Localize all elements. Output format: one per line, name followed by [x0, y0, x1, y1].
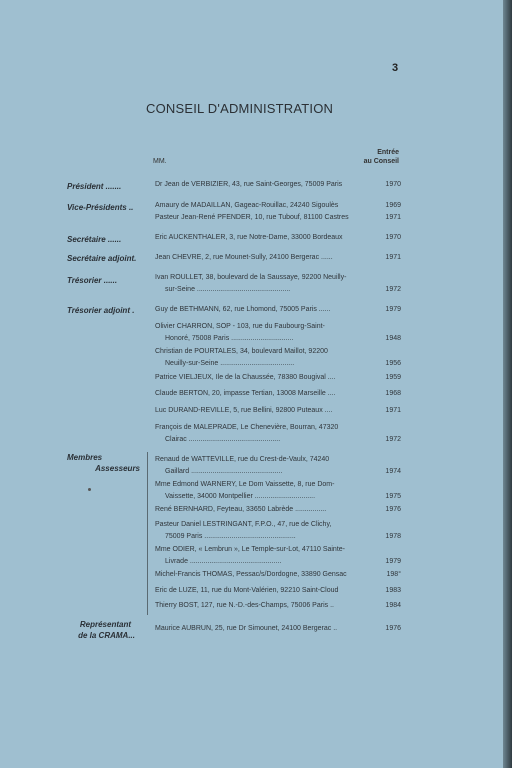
member-entry-text: Mme ODIER, « Lembrun », Le Temple-sur-Lot, 47110 Sainte-	[155, 546, 345, 553]
member-entry-line	[155, 272, 401, 284]
member-entry-line	[155, 405, 401, 417]
entry-year: 1975	[383, 491, 401, 503]
entry-year: 1972	[383, 284, 401, 296]
column-header-entree	[330, 148, 399, 166]
member-entry-line	[155, 623, 401, 635]
member-entry-text: Thierry BOST, 127, rue N.-D.-des-Champs, 75006 Paris ..	[155, 602, 334, 609]
member-entry-line	[155, 504, 401, 516]
entry-year: 1971	[383, 252, 401, 264]
member-entry-line	[155, 388, 401, 400]
member-entry-text: Claude BERTON, 20, impasse Tertian, 13008 Marseille ....	[155, 390, 336, 397]
member-entry	[155, 519, 401, 543]
member-entry-line	[155, 284, 401, 296]
member-entry	[155, 232, 401, 244]
entry-year: 1959	[383, 372, 401, 384]
member-entry-text: sur-Seine ................................................	[165, 286, 291, 293]
member-entry-text: Christian de POURTALES, 34, boulevard Maillot, 92200	[155, 348, 328, 355]
member-entry-text: 75009 Paris ...............................................	[165, 533, 296, 540]
entry-year: 1971	[383, 212, 401, 224]
entry-year: 1970	[383, 179, 401, 191]
role-representant: Représentant	[79, 620, 131, 629]
member-entry	[155, 346, 401, 370]
member-entry-line	[155, 304, 401, 316]
member-entry-line	[155, 479, 401, 491]
member-entry-text: Eric de LUZE, 11, rue du Mont-Valérien, 92210 Saint-Cloud	[155, 587, 339, 594]
entry-year: 1956	[383, 358, 401, 370]
role-crama: de la CRAMA...	[78, 631, 135, 640]
member-entry	[155, 388, 401, 400]
member-entry-text: Renaud de WATTEVILLE, rue du Crest-de-Vaulx, 74240	[155, 456, 330, 463]
entry-year: 1976	[383, 504, 401, 516]
column-header-mm: MM.	[153, 158, 167, 165]
member-entry-text: Patrice VIELJEUX, Ile de la Chaussée, 78380 Bougival ....	[155, 374, 336, 381]
member-entry-text: Livrade ...............................................	[165, 558, 282, 565]
role-secretaire-adjoint: Secrétaire adjoint.	[67, 254, 137, 263]
member-entry-text: Eric AUCKENTHALER, 3, rue Notre-Dame, 33000 Bordeaux	[155, 234, 343, 241]
member-entry	[155, 372, 401, 384]
entry-year: 1979	[383, 556, 401, 568]
member-entry	[155, 321, 401, 345]
member-entry-text: Maurice AUBRUN, 25, rue Dr Simounet, 24100 Bergerac ..	[155, 625, 338, 632]
member-entry-text: Vaissette, 34000 Montpellier ...............................	[165, 493, 316, 500]
member-entry-text: Guy de BETHMANN, 62, rue Lhomond, 75005 Paris ......	[155, 306, 331, 313]
role-president: Président .......	[67, 182, 122, 191]
member-entry-text: François de MALEPRADE, Le Chenevière, Bourran, 47320	[155, 424, 339, 431]
entry-year: 1979	[383, 304, 401, 316]
member-entry-text: Dr Jean de VERBIZIER, 43, rue Saint-Georges, 75009 Paris	[155, 181, 343, 188]
member-entry	[155, 544, 401, 568]
entry-year: 1978	[383, 531, 401, 543]
member-entry	[155, 454, 401, 478]
member-entry-line	[155, 454, 401, 466]
member-entry-line	[155, 346, 401, 358]
member-entry-text: Honoré, 75008 Paris ................................	[165, 335, 294, 342]
member-entry-line	[155, 600, 401, 612]
member-entry-line	[155, 252, 401, 264]
page-number: 3	[392, 62, 399, 74]
bracket-line	[147, 452, 148, 615]
entry-year: 1971	[383, 405, 401, 417]
member-entry	[155, 179, 401, 191]
member-entry	[155, 569, 401, 581]
member-entry-line	[155, 333, 401, 345]
member-entry-line	[155, 491, 401, 503]
column-header-entree-line1: Entrée	[377, 149, 399, 156]
member-entry	[155, 422, 401, 446]
member-entry-text: Gaillard ...............................................	[165, 468, 283, 475]
member-entry-text: Luc DURAND-REVILLE, 5, rue Bellini, 92800 Puteaux ....	[155, 407, 333, 414]
role-membres: Membres	[67, 453, 103, 462]
page-edge	[503, 0, 512, 768]
entry-year: 1976	[383, 623, 401, 635]
member-entry-line	[155, 321, 401, 333]
member-entry-line	[155, 358, 401, 370]
member-entry-text: Amaury de MADAILLAN, Gageac-Rouillac, 24240 Sigoulès	[155, 202, 339, 209]
member-entry-line	[155, 422, 401, 434]
member-entry-text: Jean CHEVRE, 2, rue Mounet-Sully, 24100 Bergerac ......	[155, 254, 333, 261]
member-entry-line	[155, 531, 401, 543]
member-entry-text: Ivan ROULLET, 38, boulevard de la Saussaye, 92200 Neuilly-	[155, 274, 347, 281]
member-entry	[155, 200, 401, 212]
member-entry-line	[155, 466, 401, 478]
member-entry	[155, 304, 401, 316]
entry-year: 1974	[383, 466, 401, 478]
role-vice-presidents: Vice-Présidents ..	[67, 203, 134, 212]
member-entry-line	[155, 544, 401, 556]
member-entry-line	[155, 372, 401, 384]
member-entry	[155, 272, 401, 296]
member-entry-line	[155, 556, 401, 568]
role-assesseurs: Assesseurs	[95, 464, 140, 473]
paper-speck	[88, 488, 91, 491]
member-entry-line	[155, 179, 401, 191]
member-entry	[155, 600, 401, 612]
member-entry	[155, 585, 401, 597]
member-entry-text: Clairac ...............................................	[165, 436, 281, 443]
member-entry-text: René BERNHARD, Feyteau, 33650 Labrède ................	[155, 506, 327, 513]
member-entry-line	[155, 519, 401, 531]
page-title: CONSEIL D'ADMINISTRATION	[146, 101, 334, 116]
member-entry-text: Michel-Francis THOMAS, Pessac/s/Dordogne, 33890 Gensac	[155, 571, 347, 578]
member-entry-line	[155, 200, 401, 212]
member-entry	[155, 212, 401, 224]
column-header-entree-line2: au Conseil	[363, 158, 399, 165]
entry-year: 1948	[383, 333, 401, 345]
member-entry-line	[155, 434, 401, 446]
entry-year: 1968	[383, 388, 401, 400]
member-entry-line	[155, 232, 401, 244]
member-entry-text: Olivier CHARRON, SOP - 103, rue du Faubourg-Saint-	[155, 323, 325, 330]
member-entry	[155, 405, 401, 417]
member-entry-text: Neuilly-sur-Seine ......................................	[165, 360, 295, 367]
member-entry-text: Pasteur Daniel LESTRINGANT, F.P.O., 47, rue de Clichy,	[155, 521, 332, 528]
member-entry	[155, 623, 401, 635]
member-entry	[155, 504, 401, 516]
role-tresorier: Trésorier ......	[67, 276, 118, 285]
entry-year: 1983	[383, 585, 401, 597]
role-tresorier-adjoint: Trésorier adjoint .	[67, 306, 135, 315]
entry-year: 1970	[383, 232, 401, 244]
role-secretaire: Secrétaire ......	[67, 235, 122, 244]
member-entry-line	[155, 585, 401, 597]
member-entry-line	[155, 212, 401, 224]
member-entry-text: Pasteur Jean-René PFENDER, 10, rue Tubouf, 81100 Castres	[155, 214, 349, 221]
member-entry-line	[155, 569, 401, 581]
member-entry	[155, 479, 401, 503]
entry-year: 198°	[385, 569, 401, 581]
entry-year: 1972	[383, 434, 401, 446]
member-entry-text: Mme Edmond WARNERY, Le Dom Vaissette, 8, rue Dom-	[155, 481, 335, 488]
entry-year: 1969	[383, 200, 401, 212]
member-entry	[155, 252, 401, 264]
entry-year: 1984	[383, 600, 401, 612]
